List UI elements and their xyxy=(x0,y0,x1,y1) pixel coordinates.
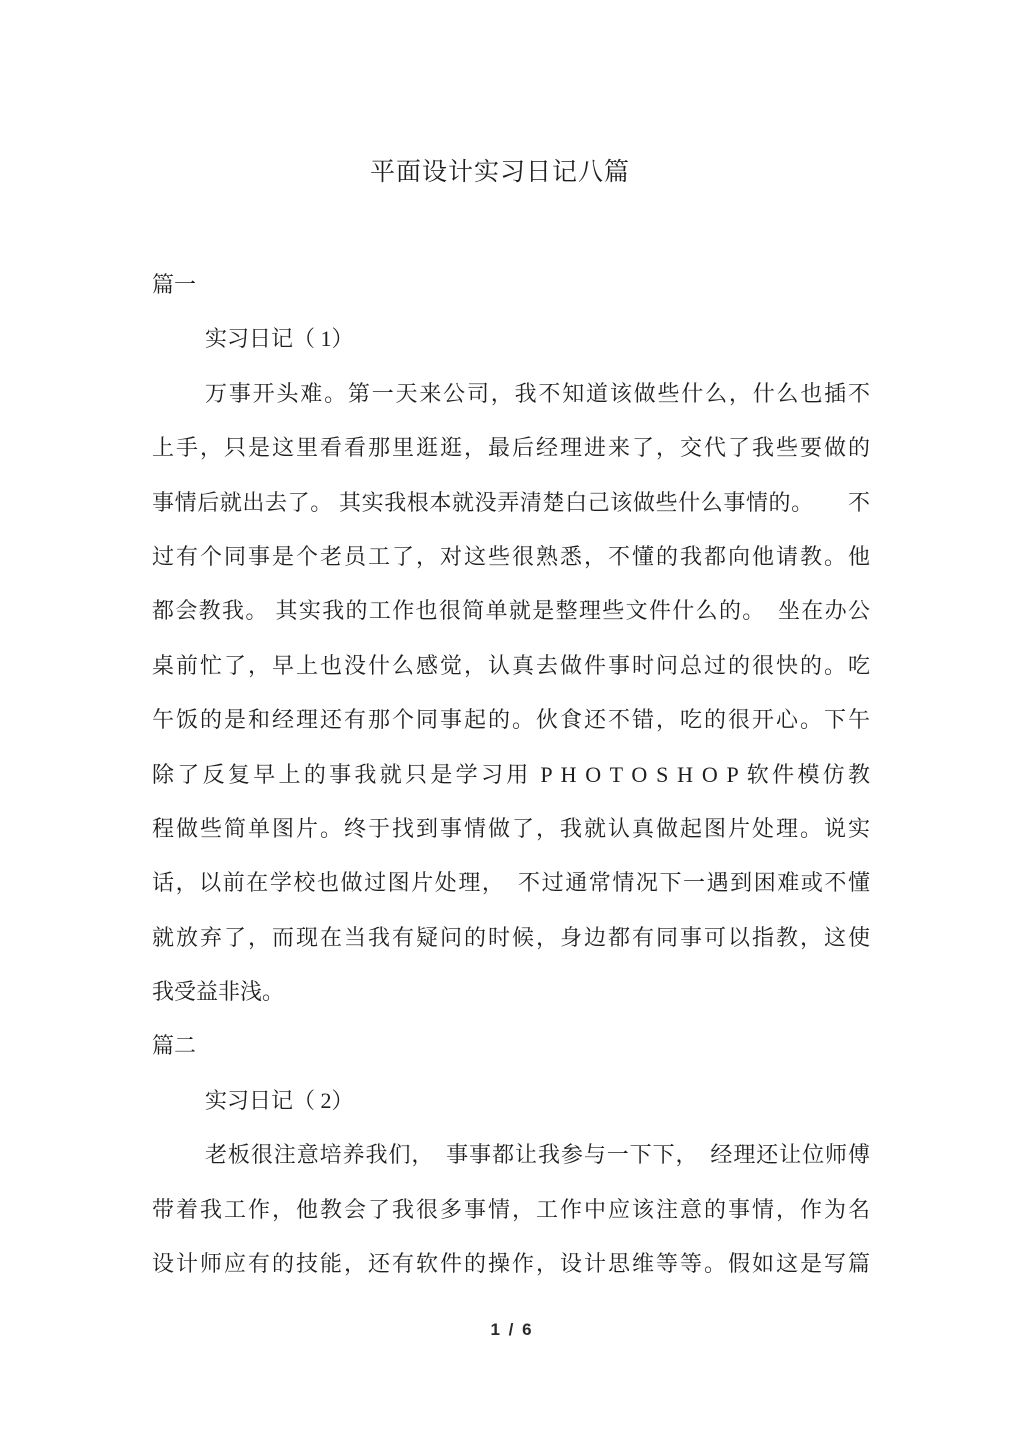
document-body xyxy=(152,258,870,1291)
paragraph-line: 除了反复早上的事我就只是学习用 P H O T O S H O P 软件模仿教 xyxy=(152,761,870,787)
paragraph-line: 都会教我。 其实我的工作也很简单就是整理些文件什么的。 坐在办公 xyxy=(152,598,870,624)
section-subheading: 实习日记（ 1） xyxy=(205,326,354,352)
paragraph-line: 事情后就出去了。 其实我根本就没弄清楚白己该做些什么事情的。 不 xyxy=(152,489,870,515)
paragraph-line: 万事开头难。第一天来公司，我不知道该做些什么，什么也插不 xyxy=(205,380,870,406)
paragraph-line: 话，以前在学校也做过图片处理， 不过通常情况下一遇到困难或不懂 xyxy=(152,870,870,896)
paragraph-line: 程做些简单图片。终于找到事情做了，我就认真做起图片处理。说实 xyxy=(152,815,870,841)
paragraph-line: 桌前忙了，早上也没什么感觉，认真去做件事时问总过的很快的。吃 xyxy=(152,652,870,678)
paragraph-line: 我受益非浅。 xyxy=(152,979,285,1005)
paragraph-line: 过有个同事是个老员工了，对这些很熟悉，不懂的我都向他请教。他 xyxy=(152,543,870,569)
paragraph-line: 上手，只是这里看看那里逛逛，最后经理进来了，交代了我些要做的 xyxy=(152,435,870,461)
paragraph-line: 带着我工作，他教会了我很多事情，工作中应该注意的事情，作为名 xyxy=(152,1196,870,1222)
document-title: 平面设计实习日记八篇 xyxy=(369,159,630,186)
page-number: 1 / 6 xyxy=(490,1320,534,1339)
paragraph-line: 午饭的是和经理还有那个同事起的。伙食还不错，吃的很开心。下午 xyxy=(152,707,870,733)
paragraph-line: 设计师应有的技能，还有软件的操作，设计思维等等。假如这是写篇 xyxy=(152,1251,870,1277)
paragraph-line: 就放弃了，而现在当我有疑问的时候，身边都有同事可以指教，这使 xyxy=(152,924,870,950)
paragraph-line: 老板很注意培养我们， 事事都让我参与一下下， 经理还让位师傅 xyxy=(205,1142,870,1168)
section-heading: 篇二 xyxy=(152,1033,197,1059)
section-heading: 篇一 xyxy=(152,272,197,297)
section-subheading: 实习日记（ 2） xyxy=(205,1087,354,1113)
